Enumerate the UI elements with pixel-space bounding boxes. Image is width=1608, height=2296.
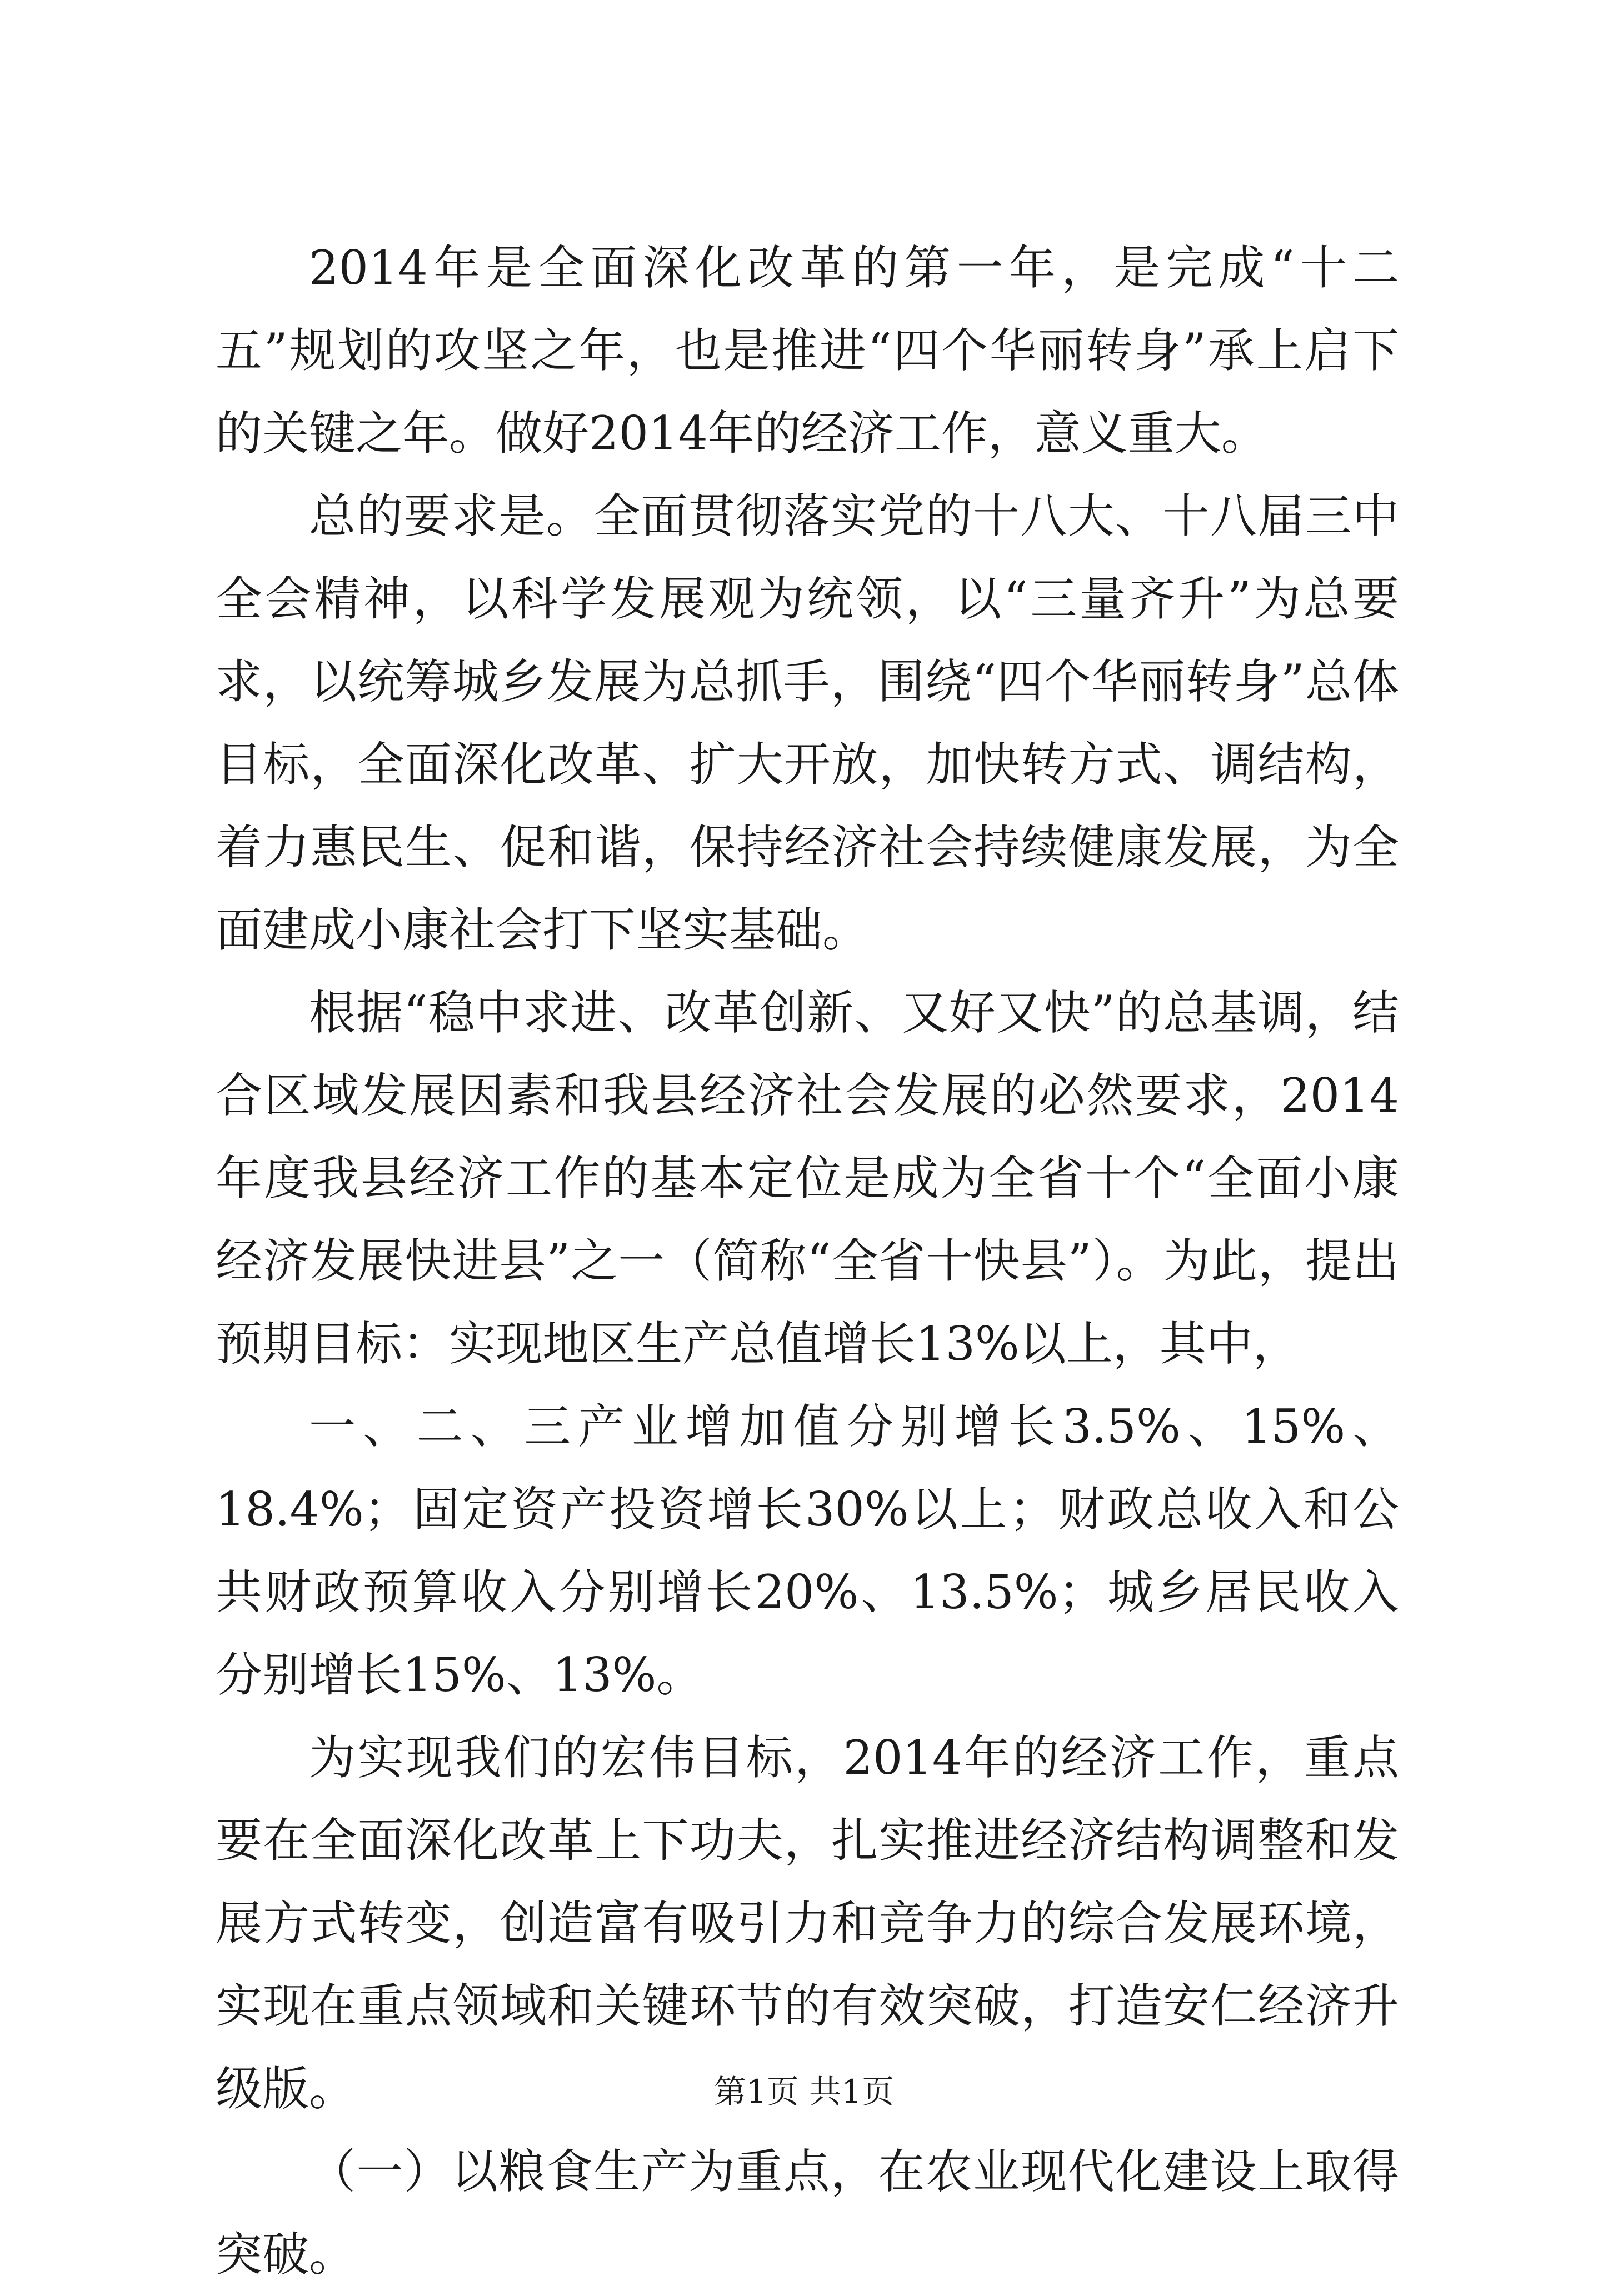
document-body bbox=[216, 227, 1399, 2296]
paragraph-4: 一、二、三产业增加值分别增长3.5%、15%、18.4%；固定资产投资增长30%以上；财政总收入和公共财政预算收入分别增长20%、13.5%；城乡居民收入分别增长15%、13%。 bbox=[216, 1399, 1399, 1702]
paragraph-2: 总的要求是。全面贯彻落实党的十八大、十八届三中全会精神，以科学发展观为统领，以“三量齐升”为总要求，以统筹城乡发展为总抓手，围绕“四个华丽转身”总体目标，全面深化改革、扩大开放，加快转方式、调结构，着力惠民生、促和谐，保持经济社会持续健康发展，为全面建成小康社会打下坚实基础。 bbox=[216, 489, 1399, 957]
paragraph-6: （一）以粮食生产为重点，在农业现代化建设上取得突破。 bbox=[216, 2144, 1399, 2282]
page-number: 第1页 共1页 bbox=[713, 2073, 895, 2110]
paragraph-3: 根据“稳中求进、改革创新、又好又快”的总基调，结合区域发展因素和我县经济社会发展的必然要求，2014年度我县经济工作的基本定位是成为全省十个“全面小康经济发展快进县”之一（简称“全省十快县”）。为此，提出预期目标：实现地区生产总值增长13%以上，其中， bbox=[216, 986, 1399, 1371]
paragraph-1: 2014年是全面深化改革的第一年，是完成“十二五”规划的攻坚之年，也是推进“四个华丽转身”承上启下的关键之年。做好2014年的经济工作，意义重大。 bbox=[216, 241, 1399, 461]
paragraph-5: 为实现我们的宏伟目标，2014年的经济工作，重点要在全面深化改革上下功夫，扎实推进经济结构调整和发展方式转变，创造富有吸引力和竞争力的综合发展环境，实现在重点领域和关键环节的有效突破，打造安仁经济升级版。 bbox=[216, 1730, 1399, 2116]
page-footer bbox=[0, 2069, 1608, 2114]
